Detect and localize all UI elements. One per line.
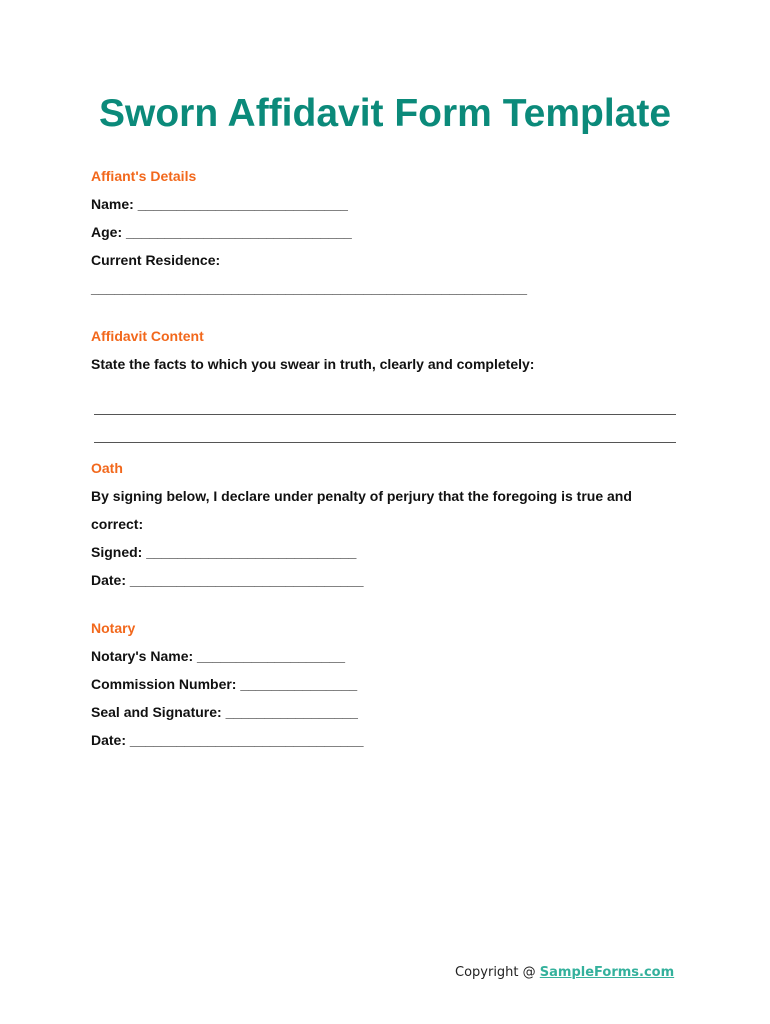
notary-commission-label: Commission Number:: [91, 676, 241, 692]
copyright-footer: [455, 965, 674, 980]
oath-signed-field[interactable]: ___________________________: [146, 544, 357, 560]
brand-link[interactable]: SampleForms.com: [539, 965, 675, 980]
section-heading-affiant: Affiant's Details: [91, 168, 197, 184]
facts-writing-line-1[interactable]: [94, 414, 676, 415]
section-heading-notary: Notary: [91, 620, 136, 636]
oath-date-field[interactable]: ______________________________: [129, 572, 364, 588]
notary-date-field[interactable]: ______________________________: [129, 732, 364, 748]
section-heading-content: Affidavit Content: [91, 328, 204, 344]
oath-date-line: [91, 572, 364, 588]
copyright-prefix: Copyright @: [455, 965, 540, 980]
facts-writing-line-2[interactable]: [94, 442, 676, 443]
affiant-name-line: [91, 196, 348, 212]
notary-commission-field[interactable]: _______________: [240, 676, 358, 692]
affiant-residence-field[interactable]: ________________________________________________________: [91, 280, 528, 296]
notary-seal-label: Seal and Signature:: [91, 704, 226, 720]
content-instruction: State the facts to which you swear in truth, clearly and completely:: [91, 356, 535, 372]
notary-commission-line: [91, 676, 357, 692]
affiant-age-field[interactable]: _____________________________: [126, 224, 352, 240]
oath-signed-line: [91, 544, 356, 560]
notary-name-label: Notary's Name:: [91, 648, 198, 664]
affiant-name-field[interactable]: ___________________________: [137, 196, 348, 212]
notary-seal-field[interactable]: _________________: [225, 704, 358, 720]
affiant-name-label: Name:: [91, 196, 138, 212]
notary-date-label: Date:: [91, 732, 130, 748]
notary-date-line: [91, 732, 364, 748]
affiant-age-label: Age:: [91, 224, 126, 240]
oath-statement-line-1: By signing below, I declare under penalty of perjury that the foregoing is true and: [91, 488, 632, 504]
oath-date-label: Date:: [91, 572, 130, 588]
affiant-age-line: [91, 224, 352, 240]
notary-name-line: [91, 648, 345, 664]
oath-statement-line-2: correct:: [91, 516, 144, 532]
page-title: Sworn Affidavit Form Template: [98, 92, 672, 135]
notary-name-field[interactable]: ___________________: [197, 648, 345, 664]
section-heading-oath: Oath: [91, 460, 123, 476]
notary-seal-line: [91, 704, 358, 720]
oath-signed-label: Signed:: [91, 544, 147, 560]
affiant-residence-label: Current Residence:: [91, 252, 221, 268]
